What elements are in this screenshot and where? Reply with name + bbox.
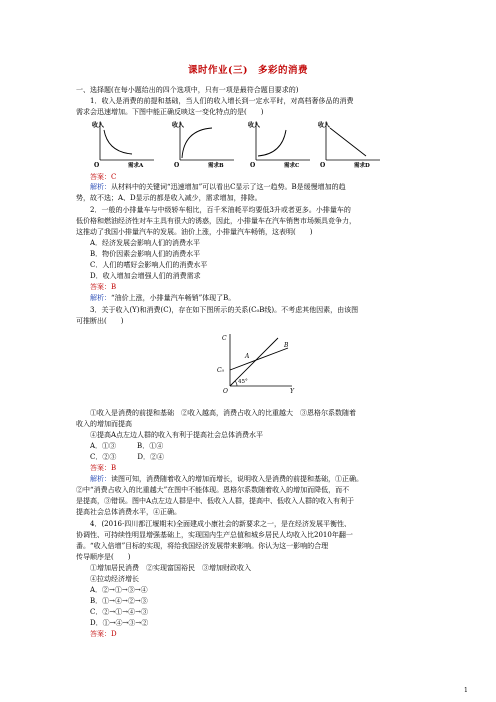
q3-explanation-line4: 提高社会总体消费水平，④正确。: [76, 508, 181, 516]
q1-stem-line2: 需求会迅速增加。下图中能正确反映这一变化特点的是( ): [76, 108, 264, 116]
q4-option-d: D．①→④→③→②: [90, 619, 149, 627]
page-title: 课时作业(三) 多彩的消费: [188, 65, 308, 76]
q4-stem-line4: 传导顺序是( ): [76, 553, 131, 561]
q2-stem-line2: 低价格和燃油经济性对车主具有很大的诱惑，因此，小排量车在汽车销售市场频具竞争力，: [76, 217, 356, 225]
q4-option-a: A．②→①→③→④: [90, 586, 148, 594]
q3-statement-line2: 收入的增加而提高: [76, 420, 132, 428]
q4-stem-line3: 番。“收入倍增”目标的实现，将给我国经济发展带来影响。你认为这一影响的合理: [76, 542, 329, 550]
graph-c-ylabel: 收入: [248, 122, 261, 129]
q3-graph-b-label: B: [284, 342, 289, 349]
graph-b-ylabel: 收入: [172, 122, 185, 129]
q1-explanation-label: 解析：: [90, 183, 111, 191]
q2-explanation: [90, 294, 422, 303]
q3-graph-angle-label: 45°: [238, 379, 248, 385]
q3-explanation-line2: ②中“消费占收入的比重越大”在图中不能体现。恩格尔系数随着收入的增加而降低，而不: [76, 486, 350, 494]
q2-explanation-text: “油价上涨，小排量汽车畅销”体现了B。: [111, 294, 236, 302]
graph-a: [92, 118, 158, 168]
graph-d: [318, 118, 384, 168]
q3-explanation-text: 读图可知，消费随着收入的增加而增长，说明收入是消费的前提和基础，①正确。: [111, 475, 363, 483]
q3-graph-origin-label: O: [223, 388, 228, 395]
q3-statement-line3: ④提高A点左边人群的收入有利于提高社会总体消费水平: [90, 431, 264, 439]
graph-c-origin: O: [250, 162, 256, 168]
page-number: 1: [464, 687, 468, 694]
q1-explanation-line1: [90, 183, 422, 192]
graph-a-ylabel: 收入: [92, 122, 105, 129]
q3-graph-y-label: Y: [290, 388, 294, 395]
q4-statement-line1: ①增加居民消费 ②实现富国裕民 ③增加财政收入: [90, 564, 251, 572]
q2-option-c: C．人们的嗜好会影响人们的消费水平: [90, 261, 208, 269]
q1-explanation-text: 从材料中的关键词“迅速增加”可以看出C显示了这一趋势。B是缓慢增加的趋: [111, 183, 346, 191]
q2-stem-line1: 2．一般的小排量车与中级轿车相比，百千米油耗平均要低3升或者更多。小排量车的: [90, 206, 351, 214]
q3-graph-c0-label: C₀: [217, 367, 224, 374]
q1-answer: 答案：C: [90, 173, 117, 181]
q2-answer: 答案：B: [90, 283, 117, 291]
q3-stem-line1: 3．关于收入(Y)和消费(C)，存在如下图所示的关系(C₀B线)。不考虑其他因素，由该图: [90, 306, 359, 314]
q2-stem-line3: 这推动了我国小排量汽车的发展。油价上涨，小排量汽车畅销，这表明( ): [76, 228, 313, 236]
q4-stem-line2: 协调性、可持续性明显增强基础上，实现国内生产总值和城乡居民人均收入比2010年翻一: [76, 531, 353, 539]
graph-a-xlabel: 需求A: [128, 163, 144, 168]
q1-stem-line1: 1．收入是消费的前提和基础，当人们的收入增长到一定水平时，对高档奢侈品的消费: [90, 97, 354, 105]
q3-explanation-line1: [90, 475, 422, 484]
graph-a-origin: O: [94, 162, 100, 168]
graph-b: [172, 118, 238, 168]
q1-explanation-line2: 势，故不选；A、D显示的都是收入减少，需求增加，排除。: [76, 194, 262, 202]
graph-b-origin: O: [174, 162, 180, 168]
q3-stem-line2: 可推断出( ): [76, 317, 124, 325]
section-heading: 一、选择题(在每小题给出的四个选项中，只有一项是最符合题目要求的): [76, 86, 299, 94]
q4-option-c: C．②→①→④→③: [90, 608, 148, 616]
q2-option-a: A．经济发展会影响人们的消费水平: [90, 239, 201, 247]
graph-d-ylabel: 收入: [318, 122, 331, 129]
q3-explanation-line3: 是提高，③错误。图中A点左边人群是中、低收入人群，提高中、低收入人群的收入有利于: [76, 497, 355, 505]
graph-d-xlabel: 需求D: [354, 163, 370, 168]
q4-stem-line1: 4．(2016·四川都江堰期末)全面建成小康社会的新要求之一，是在经济发展平衡性、: [90, 520, 351, 528]
q4-option-b: B．①→④→②→③: [90, 597, 148, 605]
q3-explanation-label: 解析：: [90, 475, 111, 483]
q3-answer: 答案：B: [90, 464, 117, 472]
q3-choices-cd: C．②③ D．②④: [90, 453, 164, 461]
q4-answer: 答案：D: [90, 630, 117, 638]
q3-graph-c-label: C: [222, 335, 227, 342]
q2-explanation-label: 解析：: [90, 294, 111, 302]
q3-graph-a-label: A: [245, 353, 250, 360]
graph-d-origin: O: [320, 162, 326, 168]
q3-graph: [214, 328, 300, 408]
graph-c-xlabel: 需求C: [284, 163, 300, 168]
q2-option-d: D．收入增加会增强人们的消费需求: [90, 272, 201, 280]
q3-statement-line1: ①收入是消费的前提和基础 ②收入越高，消费占收入的比重越大 ③恩格尔系数随着: [90, 409, 356, 417]
graph-c: [248, 118, 314, 168]
graph-b-xlabel: 需求B: [208, 163, 224, 168]
q4-statement-line2: ④拉动经济增长: [90, 575, 139, 583]
q3-choices-ab: A．①③ B．①④: [90, 442, 164, 450]
q2-option-b: B．物价因素会影响人们的消费水平: [90, 250, 201, 258]
